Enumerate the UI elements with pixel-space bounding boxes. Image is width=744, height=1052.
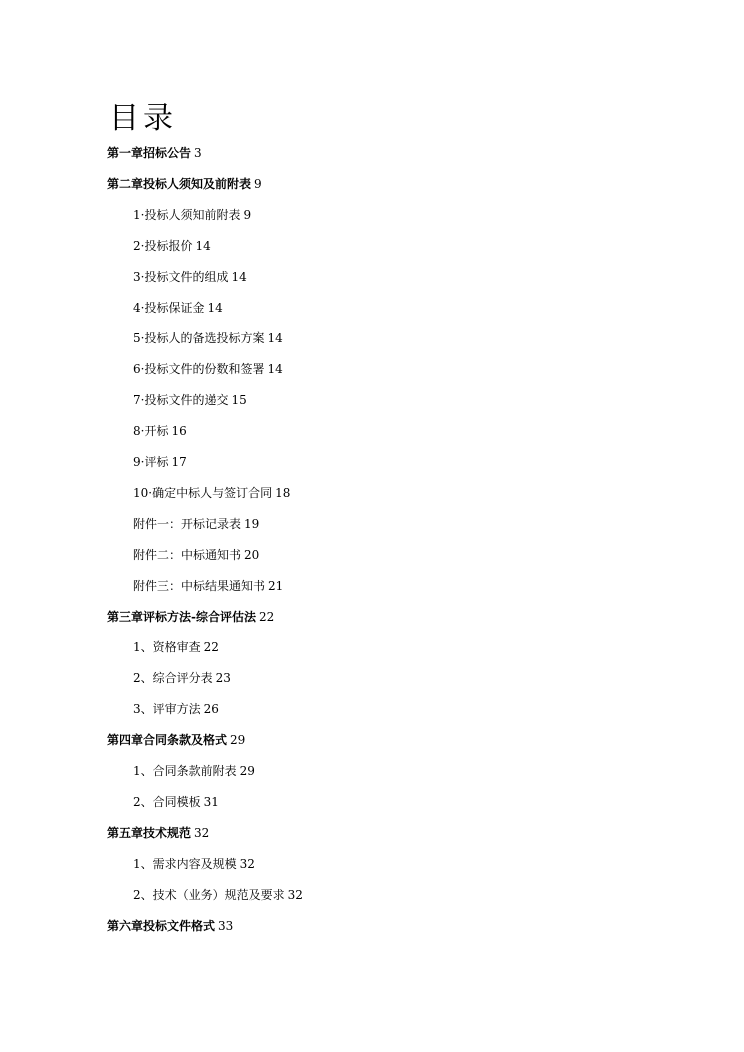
toc-section-entry[interactable]	[133, 856, 255, 872]
toc-entry-page-number: 23	[215, 671, 231, 685]
toc-entry-page-number: 16	[171, 424, 187, 438]
toc-entry-title: 10·确定中标人与签订合同	[133, 486, 273, 500]
toc-entry-title: 2·投标报价	[133, 239, 193, 253]
toc-section-entry[interactable]	[133, 670, 231, 686]
toc-entry-title: 5·投标人的备选投标方案	[133, 331, 265, 345]
toc-section-entry[interactable]	[133, 207, 251, 223]
toc-entry-title: 8·开标	[133, 424, 169, 438]
toc-entry-page-number: 14	[207, 301, 223, 315]
toc-section-entry[interactable]	[133, 639, 219, 655]
toc-entry-page-number: 22	[203, 640, 219, 654]
toc-entry-title: 附件一：开标记录表	[133, 517, 242, 531]
toc-entry-page-number: 19	[244, 517, 260, 531]
toc-entry-title: 第一章招标公告	[107, 146, 192, 160]
toc-entry-title: 第五章技术规范	[107, 826, 192, 840]
toc-entry-page-number: 14	[231, 270, 247, 284]
toc-section-entry[interactable]	[133, 269, 247, 285]
toc-section-entry[interactable]	[133, 454, 187, 470]
toc-section-entry[interactable]	[133, 361, 283, 377]
toc-chapter-entry[interactable]	[107, 918, 233, 934]
toc-entry-title: 1·投标人须知前附表	[133, 208, 241, 222]
toc-entry-title: 1、合同条款前附表	[133, 764, 237, 778]
toc-entry-page-number: 33	[218, 919, 234, 933]
toc-section-entry[interactable]	[133, 485, 290, 501]
toc-entry-title: 6·投标文件的份数和签署	[133, 362, 265, 376]
toc-entry-page-number: 32	[194, 826, 210, 840]
toc-chapter-entry[interactable]	[107, 145, 202, 161]
page-title: 目录	[109, 101, 177, 136]
toc-entry-title: 第四章合同条款及格式	[107, 733, 228, 747]
toc-chapter-entry[interactable]	[107, 609, 274, 625]
toc-entry-title: 1、需求内容及规模	[133, 857, 237, 871]
toc-section-entry[interactable]	[133, 887, 303, 903]
toc-section-entry[interactable]	[133, 423, 187, 439]
toc-entry-page-number: 20	[244, 548, 260, 562]
toc-entry-title: 3·投标文件的组成	[133, 270, 229, 284]
toc-section-entry[interactable]	[133, 763, 255, 779]
toc-section-entry[interactable]	[133, 330, 283, 346]
toc-entry-page-number: 14	[195, 239, 211, 253]
toc-entry-title: 3、评审方法	[133, 702, 201, 716]
toc-entry-page-number: 17	[171, 455, 187, 469]
toc-section-entry[interactable]	[133, 547, 259, 563]
toc-entry-page-number: 32	[287, 888, 303, 902]
toc-entry-page-number: 31	[203, 795, 219, 809]
toc-entry-title: 2、技术（业务）规范及要求	[133, 888, 285, 902]
toc-entry-title: 附件二：中标通知书	[133, 548, 242, 562]
toc-entry-page-number: 29	[230, 733, 246, 747]
toc-entry-title: 1、资格审查	[133, 640, 201, 654]
toc-chapter-entry[interactable]	[107, 732, 245, 748]
toc-entry-title: 2、综合评分表	[133, 671, 213, 685]
toc-entry-title: 第二章投标人须知及前附表	[107, 177, 252, 191]
toc-entry-title: 附件三：中标结果通知书	[133, 579, 266, 593]
toc-entry-page-number: 21	[268, 579, 284, 593]
toc-entry-page-number: 29	[239, 764, 255, 778]
toc-entry-title: 9·评标	[133, 455, 169, 469]
toc-entry-page-number: 14	[267, 362, 283, 376]
toc-entry-title: 第三章评标方法-综合评估法	[107, 610, 256, 624]
toc-entry-page-number: 9	[254, 177, 262, 191]
toc-section-entry[interactable]	[133, 794, 219, 810]
toc-section-entry[interactable]	[133, 238, 211, 254]
toc-section-entry[interactable]	[133, 516, 259, 532]
toc-chapter-entry[interactable]	[107, 825, 209, 841]
toc-section-entry[interactable]	[133, 578, 283, 594]
toc-chapter-entry[interactable]	[107, 176, 262, 192]
toc-section-entry[interactable]	[133, 300, 223, 316]
toc-entry-title: 第六章投标文件格式	[107, 919, 216, 933]
toc-entry-page-number: 3	[194, 146, 202, 160]
toc-section-entry[interactable]	[133, 701, 219, 717]
toc-entry-title: 2、合同模板	[133, 795, 201, 809]
toc-entry-title: 7·投标文件的递交	[133, 393, 229, 407]
toc-entry-page-number: 15	[231, 393, 247, 407]
toc-entry-title: 4·投标保证金	[133, 301, 205, 315]
toc-entry-page-number: 18	[275, 486, 291, 500]
toc-entry-page-number: 9	[243, 208, 252, 222]
toc-entry-page-number: 32	[239, 857, 255, 871]
toc-entry-page-number: 22	[258, 610, 275, 624]
toc-entry-page-number: 14	[267, 331, 283, 345]
toc-entry-page-number: 26	[203, 702, 219, 716]
toc-section-entry[interactable]	[133, 392, 247, 408]
